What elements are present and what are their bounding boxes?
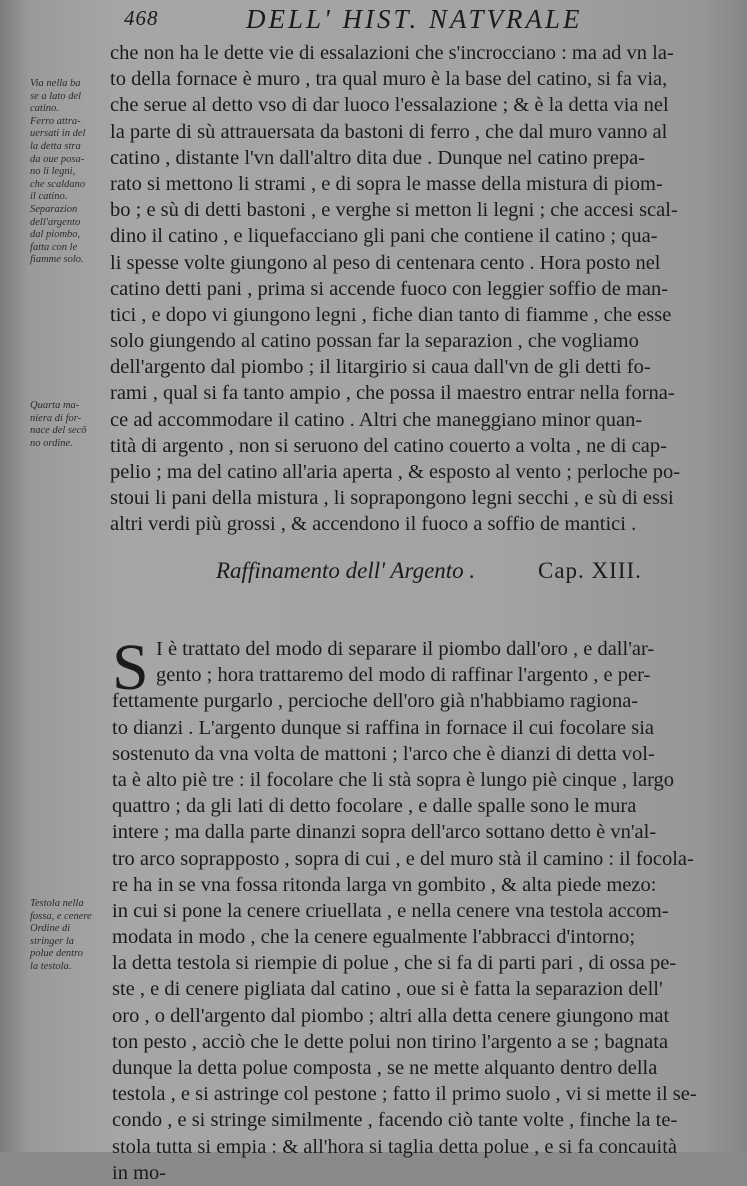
paragraph2-line: tro arco soprapposto , sopra di cui , e del muro stà il camino : il focola- <box>112 847 694 870</box>
paragraph2-line: condo , e si stringe similmente , facendo ciò tante volte , finche la te- <box>112 1109 678 1132</box>
margin-note-line: no li legni, <box>30 166 76 178</box>
paragraph2-line: I è trattato del modo di separare il piombo dall'oro , e dall'ar- <box>156 638 655 660</box>
paragraph2-line: testola , e si astringe col pestone ; fatto il primo suolo , vi si mette il se- <box>112 1083 697 1106</box>
paragraph1-line: la parte di sù attrauersata da bastoni di ferro , che dal muro vanno al <box>110 120 668 143</box>
chapter-title: Raffinamento dell' Argento . <box>216 558 476 583</box>
margin-note-line: se a lato del <box>30 90 82 102</box>
paragraph1-line: dell'argento dal piombo ; il litargirio si caua dall'vn de gli detti fo- <box>110 356 651 379</box>
paragraph2-line: in cui si pone la cenere criuellata , e nella cenere vna testola accom- <box>112 899 669 922</box>
margin-note-line: dell'argento <box>30 216 81 228</box>
paragraph2-line: ste , e di cenere pigliata dal catino , oue si è fatta la separazion dell' <box>112 978 663 1001</box>
paragraph2-line: la detta testola si riempie di polue , che si fa di parti pari , di ossa pe- <box>112 952 677 975</box>
paragraph1-line: rato si mettono li strami , e di sopra le masse della mistura di piom- <box>110 172 663 195</box>
margin-note-line: fatta con le <box>30 241 78 253</box>
paragraph1-line: catino detti pani , prima si accende fuoco con leggier soffio de man- <box>110 277 669 300</box>
margin-note-line: il catino. <box>30 191 68 203</box>
margin-note-line: Ordine di <box>30 923 71 935</box>
paragraph2-line: modata in modo , che la cenere egualmente l'abbracci d'intorno; <box>112 926 636 949</box>
margin-note-line: stringer la <box>30 935 75 947</box>
margin-note-line: no ordine. <box>30 437 73 449</box>
paragraph-furnace <box>110 40 740 538</box>
paragraph1-line: to della fornace è muro , tra qual muro è la base del catino, si fa via, <box>110 68 668 91</box>
drop-cap: S <box>112 631 149 704</box>
margin-note-line: Separazion <box>30 203 78 215</box>
margin-note-line: nace del secō <box>30 425 87 437</box>
margin-note-line: dal piombo, <box>30 229 81 241</box>
paragraph1-line: tità di argento , non si seruono del catino couerto a volta , ne di cap- <box>110 434 667 457</box>
paragraph2-line: sostenuto da vna volta de mattoni ; l'arco che è dianzi di detta vol- <box>112 742 655 765</box>
paragraph2-line: re ha in se vna fossa ritonda larga vn gombito , & alta piede mezo: <box>112 873 657 896</box>
paragraph1-line: altri verdi più grossi , & accendono il fuoco a soffio de mantici . <box>110 513 637 536</box>
paragraph1-line: bo ; e sù di detti bastoni , e verghe si metton li legni ; che accesi scal- <box>110 199 678 222</box>
paragraph2-line: ton pesto , acciò che le dette polui non tirino l'argento a se ; bagnata <box>112 1030 669 1053</box>
margin-note-line: la detta stra <box>30 140 81 152</box>
paragraph2-line: quattro ; da gli lati di detto focolare , e dalle spalle sono le mura <box>112 795 637 818</box>
margin-note-line: fossa, e cenere <box>30 910 92 922</box>
paragraph1-line: ce ad accommodare il catino . Altri che maneggiano minor quan- <box>110 408 643 431</box>
paragraph2-line: to dianzi . L'argento dunque si raffina in fornace il cui focolare sia <box>112 716 654 739</box>
paragraph1-line: tici , e dopo vi giungono legni , fiche dian tanto di fiamme , che esse <box>110 303 672 326</box>
paragraph1-line: li spesse volte giungono al peso di centenara cento . Hora posto nel <box>110 251 661 274</box>
margin-note-line: Via nella ba <box>30 78 81 89</box>
paragraph2-line: dunque la detta polue composta , se ne mette alquanto dentro della <box>112 1057 658 1079</box>
paragraph1-line: rami , qual si fa tanto ampio , che possa il maestro entrar nella forna- <box>110 382 675 405</box>
page-header <box>0 2 747 38</box>
paragraph1-line: stoui li pani della mistura , li soprapongono legni secchi , e sù di essi <box>110 487 674 510</box>
paragraph2-line: intere ; ma dalla parte dinanzi sopra dell'arco sottano detto è vn'al- <box>112 821 657 844</box>
margin-note-line: Quarta ma- <box>30 400 80 411</box>
paragraph1-line: che serue al detto vso di dar luoco l'essalazione ; & è la detta via nel <box>110 94 669 117</box>
margin-note-line: polue dentro <box>30 948 83 960</box>
paragraph2-line: in mo- <box>112 1161 167 1184</box>
paragraph1-line: pelio ; ma del catino all'aria aperta , & esposto al vento ; perloche po- <box>110 461 681 483</box>
paragraph2-line: ta è alto piè tre : il focolare che li stà sopra è lungo piè cinque , largo <box>112 768 675 791</box>
page-number: 468 <box>124 6 159 30</box>
paragraph1-line: dino il catino , e liquefacciano gli pani che contiene il catino ; qua- <box>110 225 658 248</box>
margin-note-line: Testola nella <box>30 898 84 909</box>
paragraph2-line: stola tutta si empia : & all'hora si taglia detta polue , e si fa concauità <box>112 1135 677 1158</box>
chapter-number: Cap. XIII. <box>538 558 642 583</box>
paragraph1-line: solo giungendo al catino possan far la separazion , che vogliamo <box>110 330 639 353</box>
paragraph-refining <box>112 631 742 1186</box>
margin-note-line: la testola. <box>30 960 72 972</box>
chapter-heading <box>216 558 656 584</box>
margin-note-line: uersati in del <box>30 128 86 140</box>
running-title: DELL' HIST. NATVRALE <box>246 4 583 34</box>
margin-note-line: niera di for- <box>30 412 82 424</box>
paragraph2-line: gento ; hora trattaremo del modo di raffinar l'argento , e per- <box>156 664 651 687</box>
margin-note-line: fiamme solo. <box>30 254 84 266</box>
paragraph2-line: oro , o dell'argento dal piombo ; altri alla detta cenere giungono mat <box>112 1004 670 1027</box>
margin-note-line: Ferro attra- <box>30 115 81 127</box>
margin-note-line: che scaldano <box>30 178 86 190</box>
margin-note-line: da oue posa- <box>30 153 85 165</box>
paragraph2-line: fettamente purgarlo , percioche dell'oro già n'habbiamo ragiona- <box>112 690 639 713</box>
margin-note-line: catino. <box>30 103 59 115</box>
paragraph1-line: che non ha le dette vie di essalazioni che s'incrocciano : ma ad vn la- <box>110 42 674 64</box>
paragraph1-line: catino , distante l'vn dall'altro dita due . Dunque nel catino prepa- <box>110 146 646 169</box>
